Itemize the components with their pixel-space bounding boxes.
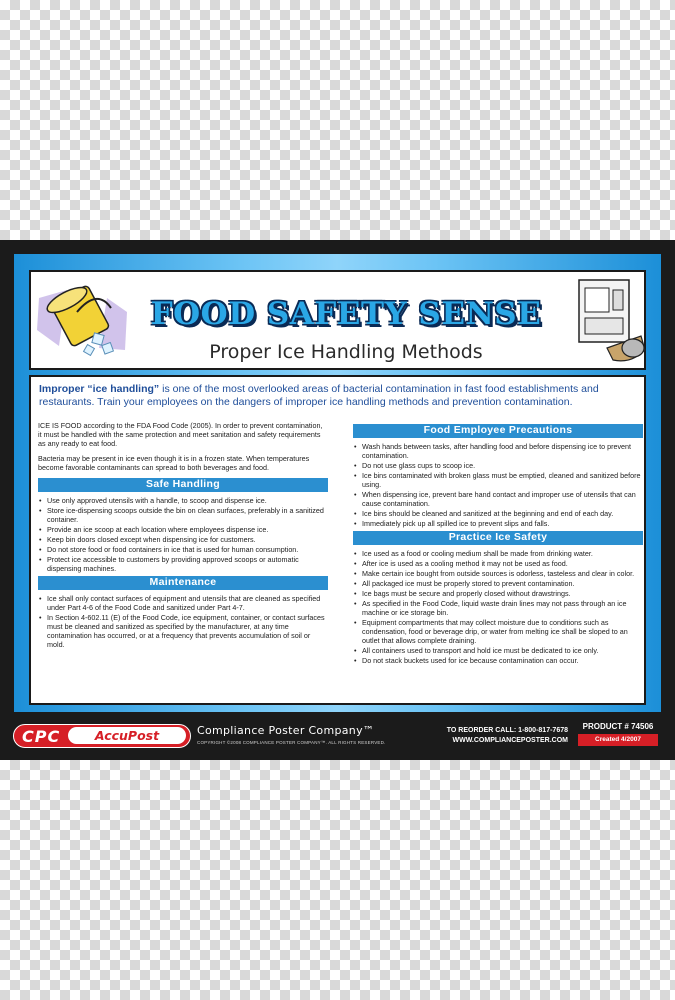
website-link[interactable]: WWW.COMPLIANCEPOSTER.COM bbox=[452, 737, 568, 744]
list-item: • Store ice-dispensing scoops outside the bin on clean surfaces, preferably in a sanitized container. bbox=[38, 506, 328, 524]
list-item: • Do not stack buckets used for ice because contamination can occur. bbox=[353, 656, 643, 665]
poster-title: FOOD SAFETY SENSE bbox=[150, 296, 542, 332]
intro-paragraph bbox=[39, 383, 639, 409]
safe-handling-heading: Safe Handling bbox=[38, 478, 328, 492]
logo-accupost: AccuPost bbox=[68, 727, 186, 744]
list-item: • Use only approved utensils with a handle, to scoop and dispense ice. bbox=[38, 496, 328, 505]
copyright-text: COPYRIGHT ©2008 COMPLIANCE POSTER COMPANY™. ALL RIGHTS RESERVED. bbox=[197, 740, 386, 745]
list-item: • Provide an ice scoop at each location where employees dispense ice. bbox=[38, 525, 328, 534]
maintenance-heading: Maintenance bbox=[38, 576, 328, 590]
list-item: • Ice used as a food or cooling medium shall be made from drinking water. bbox=[353, 549, 643, 558]
list-item: • As specified in the Food Code, liquid waste drain lines may not pass through an ice machine or ice storage bin. bbox=[353, 599, 643, 617]
created-date-badge: Created 4/2007 bbox=[578, 734, 658, 746]
poster-subtitle: Proper Ice Handling Methods bbox=[209, 341, 483, 363]
safe-handling-list bbox=[38, 496, 328, 573]
header-box bbox=[29, 270, 646, 370]
precautions-list bbox=[353, 442, 643, 528]
list-item: • Immediately pick up all spilled ice to prevent slips and falls. bbox=[353, 519, 643, 528]
blue-frame bbox=[14, 254, 661, 712]
list-item: • After ice is used as a cooling method it may not be used as food. bbox=[353, 559, 643, 568]
reorder-info bbox=[418, 726, 568, 746]
list-item: • Keep bin doors closed except when dispensing ice for customers. bbox=[38, 535, 328, 544]
list-item: • Do not store food or food containers in ice that is used for human consumption. bbox=[38, 545, 328, 554]
list-item: • Ice shall only contact surfaces of equipment and utensils that are cleaned as specified under Part 4-6 of the Food Code and sanitized under Part 4-7. bbox=[38, 594, 328, 612]
fda-paragraph: ICE IS FOOD according to the FDA Food Code (2005). In order to prevent contamination, it must be handled with the same protection and meet sanitation and safety requirements as any ready to eat food. bbox=[38, 421, 323, 448]
precautions-heading: Food Employee Precautions bbox=[353, 424, 643, 438]
intro-text: is one of the most overlooked areas of bacterial contamination in fast food establishments and restaurants. Train your employees on the dangers of improper ice handling methods and prevention contamination. bbox=[39, 383, 599, 408]
practice-list bbox=[353, 549, 643, 665]
list-item: • Ice bins should be cleaned and sanitized at the beginning and end of each day. bbox=[353, 509, 643, 518]
reorder-phone: TO REORDER CALL: 1-800-817-7678 bbox=[446, 727, 568, 734]
logo-cpc: CPC bbox=[22, 727, 61, 746]
list-item: • Wash hands between tasks, after handling food and before dispensing ice to prevent contamination. bbox=[353, 442, 643, 460]
list-item: • Ice bins contaminated with broken glass must be emptied, cleaned and sanitized before using. bbox=[353, 471, 643, 489]
product-number: PRODUCT # 74506 bbox=[582, 722, 654, 731]
bacteria-paragraph: Bacteria may be present in ice even though it is in a frozen state. When temperatures become favorable contaminants can spread to both beverages and food. bbox=[38, 454, 310, 472]
list-item: • Protect ice accessible to customers by providing approved scoops or automatic dispensing machines. bbox=[38, 555, 328, 573]
left-column bbox=[38, 421, 328, 650]
list-item: • When dispensing ice, prevent bare hand contact and improper use of utensils that can cause contamination. bbox=[353, 490, 643, 508]
ice-bucket-icon bbox=[37, 278, 129, 364]
list-item: • Make certain ice bought from outside sources is odorless, tasteless and clear in color. bbox=[353, 569, 643, 578]
list-item: • Ice bags must be secure and properly closed without drawstrings. bbox=[353, 589, 643, 598]
cpc-accupost-logo bbox=[13, 724, 191, 748]
right-column bbox=[353, 421, 643, 666]
ice-machine-icon bbox=[571, 276, 647, 368]
list-item: • Do not use glass cups to scoop ice. bbox=[353, 461, 643, 470]
practice-heading: Practice Ice Safety bbox=[353, 531, 643, 545]
poster-footer bbox=[0, 716, 675, 760]
intro-lead: Improper “ice handling” bbox=[39, 383, 160, 395]
list-item: • All containers used to transport and hold ice must be dedicated to ice only. bbox=[353, 646, 643, 655]
list-item: • In Section 4-602.11 (E) of the Food Code, ice equipment, container, or contact surfaces must be cleaned and sanitized as specified by the manufacturer, at any time contamination has occurred, or at a frequency that prevents accumulation of soil or mold. bbox=[38, 613, 328, 649]
content-box bbox=[29, 375, 646, 705]
company-name: Compliance Poster Company™ bbox=[197, 724, 375, 737]
list-item: • Equipment compartments that may collect moisture due to conditions such as condensation, food or beverage drip, or water from melting ice shall be sloped to an outlet that allows complete draining. bbox=[353, 618, 643, 645]
maintenance-list bbox=[38, 594, 328, 649]
poster bbox=[0, 240, 675, 760]
list-item: • All packaged ice must be properly stored to prevent contamination. bbox=[353, 579, 643, 588]
